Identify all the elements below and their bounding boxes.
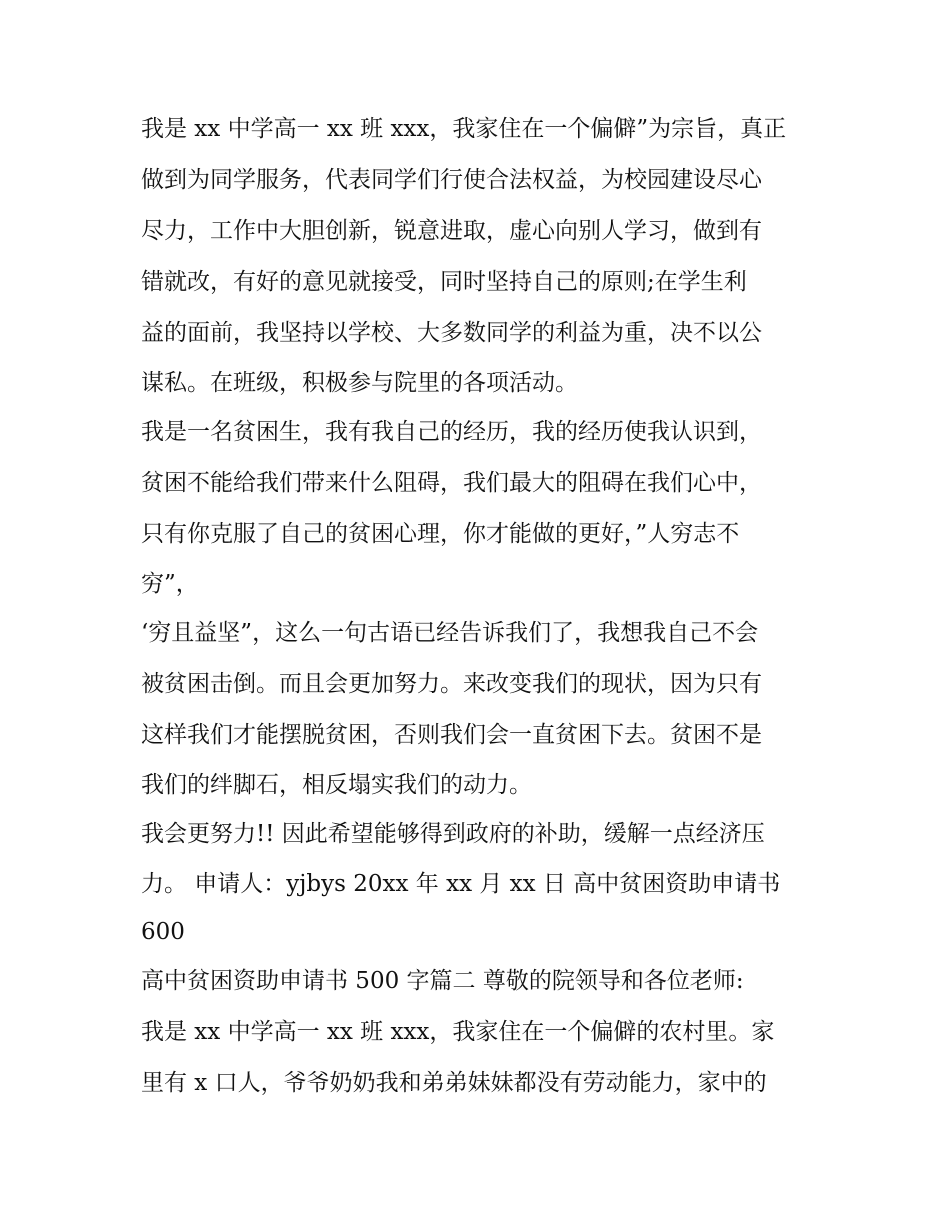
text-line-8: 贫困不能给我们带来什么阻碍，我们最大的阻碍在我们心中， <box>141 470 762 496</box>
text-line-11: ‘穷且益坚”，这么一句古语已经告诉我们了，我想我自己不会 <box>141 620 759 646</box>
text-line-14: 我们的绊脚石，相反塌实我们的动力。 <box>141 772 532 798</box>
text-line-18: 高中贫困资助申请书 500 字篇二 尊敬的院领导和各位老师: <box>141 968 744 994</box>
document-body <box>141 104 821 1109</box>
text-line-13: 这样我们才能摆脱贫困，否则我们会一直贫困下去。贫困不是 <box>141 722 762 748</box>
text-line-17: 600 <box>141 919 185 945</box>
text-line-16: 力。 申请人：yjbys 20xx 年 xx 月 xx 日 高中贫困资助申请书 <box>141 871 781 897</box>
text-line-10: 穷”， <box>141 571 199 597</box>
text-line-4: 错就改，有好的意见就接受，同时坚持自己的原则;在学生利 <box>141 269 747 295</box>
text-line-7: 我是一名贫困生，我有我自己的经历，我的经历使我认识到， <box>141 419 762 445</box>
text-line-12: 被贫困击倒。而且会更加努力。来改变我们的现状，因为只有 <box>141 671 762 697</box>
text-line-6: 谋私。在班级，积极参与院里的各项活动。 <box>141 370 578 396</box>
text-line-20: 里有 x 口人，爷爷奶奶我和弟弟妹妹都没有劳动能力，家中的 <box>141 1070 767 1096</box>
text-line-3: 尽力，工作中大胆创新，锐意进取，虚心向别人学习，做到有 <box>141 218 762 244</box>
text-line-15: 我会更努力!! 因此希望能够得到政府的补助，缓解一点经济压 <box>141 821 765 847</box>
text-line-5: 益的面前，我坚持以学校、大多数同学的利益为重，决不以公 <box>141 320 762 346</box>
text-line-2: 做到为同学服务，代表同学们行使合法权益，为校园建设尽心 <box>141 167 762 193</box>
text-line-9: 只有你克服了自己的贫困心理，你才能做的更好，”人穷志不 <box>141 521 740 547</box>
text-line-19: 我是 xx 中学高一 xx 班 xxx，我家住在一个偏僻的农村里。家 <box>141 1019 775 1045</box>
text-line-1: 我是 xx 中学高一 xx 班 xxx，我家住在一个偏僻”为宗旨，真正 <box>141 116 787 142</box>
